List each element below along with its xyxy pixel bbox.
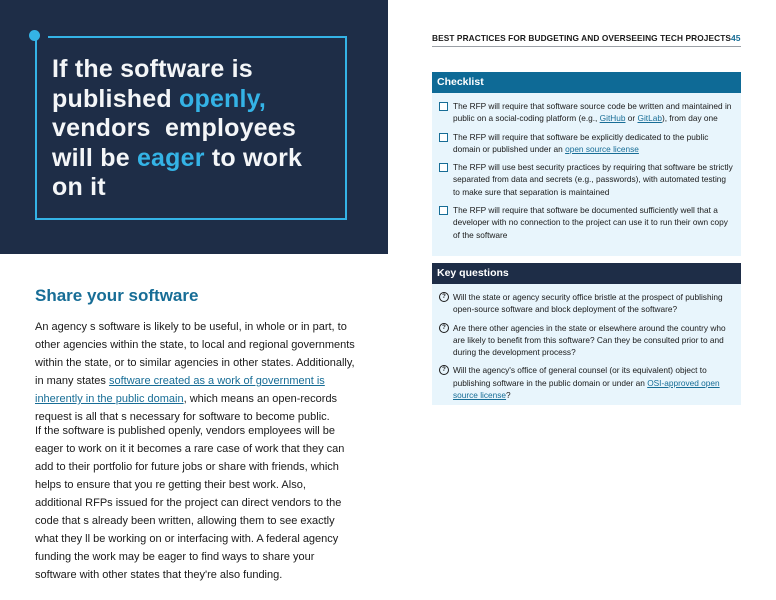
body-paragraph-1 — [35, 318, 355, 426]
item-text: or — [625, 113, 638, 124]
item-text: The RFP will require that software be documented sufficiently well that a developer with no connection to the project can use it to run their own copy of the software — [453, 205, 728, 240]
pullquote-line: will be — [52, 143, 137, 172]
body-paragraph-2: If the software is published openly, vendors employees will be eager to work on it it becomes a rare case of work that they can add to their portfolio for future jobs or share with friends, which helps to ensure that you re getting their best work. Also, additional RFPs issued for the project can direct vendors to the code that s already been written, allowing them to see exactly what they ll be working on or interfacing with. A federal agency funding the work may be eager to find ways to share your software with other states that they're also funding. — [35, 425, 345, 581]
key-questions-header: Key questions — [432, 263, 741, 284]
checklist-item — [439, 161, 733, 198]
item-text: ), from day one — [661, 113, 718, 124]
pullquote-line: published — [52, 84, 179, 113]
pullquote-line: on it — [52, 173, 106, 201]
public-domain-link[interactable]: software created as a work of government is inherently in the public domain — [35, 375, 325, 405]
checkbox-icon[interactable] — [439, 102, 448, 111]
checkbox-icon[interactable] — [439, 206, 448, 215]
question-icon: ? — [439, 292, 449, 302]
page-number: 45 — [731, 33, 741, 43]
paragraph-text: An agency s software is likely to be useful, in whole or in part, to other agencies within the state, to local and regional governments within the state, or to similar agencies in other states. Additionally, in many states — [35, 321, 355, 387]
key-questions-panel — [432, 263, 741, 405]
checklist-item — [439, 100, 733, 125]
checklist-item — [439, 204, 733, 241]
running-head: BEST PRACTICES FOR BUDGETING AND OVERSEEING TECH PROJECTS — [432, 33, 732, 43]
pullquote-line: to work — [204, 143, 303, 172]
section-title: Share your software — [35, 286, 199, 305]
highlight-eager: eager — [136, 143, 205, 172]
checklist-panel — [432, 72, 741, 256]
pullquote-line: If the software is — [52, 55, 253, 83]
question-icon: ? — [439, 323, 449, 333]
checklist-item — [439, 131, 733, 156]
highlight-openly: openly, — [179, 84, 267, 113]
question-icon: ? — [439, 365, 449, 375]
gitlab-link[interactable]: GitLab — [637, 113, 662, 124]
osi-license-link[interactable]: OSI-approved open source license — [453, 377, 720, 401]
pullquote-text — [52, 55, 332, 203]
item-text: The RFP will use best security practices by requiring that software be strictly separated from data and secrets (e.g., passwords), with automated testing to make sure that separation is maintained — [453, 162, 733, 197]
checkbox-icon[interactable] — [439, 133, 448, 142]
open-source-license-link[interactable]: open source license — [565, 143, 639, 154]
item-text: Will the agency's office of general counsel (or its equivalent) object to publishing software in the public domain or under an — [453, 365, 707, 388]
item-text: Will the state or agency security office bristle at the prospect of publishing open-source software and block deployment of the software? — [453, 292, 723, 315]
item-text: ? — [506, 390, 511, 401]
question-item — [439, 364, 733, 401]
paragraph-text: , which means an open-records request is all that s necessary for software to become public. — [35, 393, 338, 423]
item-text: The RFP will require that software source code be written and maintained in public on a social-coding platform (e.g., — [453, 101, 732, 124]
question-item — [439, 291, 733, 316]
github-link[interactable]: GitHub — [599, 113, 626, 124]
question-item — [439, 322, 733, 359]
item-text: Are there other agencies in the state or elsewhere around the country who are likely to benefit from this software? Can they be consulted prior to and during the development process? — [453, 322, 726, 358]
checkbox-icon[interactable] — [439, 163, 448, 172]
checklist-header: Checklist — [432, 72, 741, 93]
header-rule — [432, 46, 741, 47]
pullquote-line: vendors employees — [52, 114, 296, 142]
item-text: The RFP will require that software be explicitly dedicated to the public domain or published under an — [453, 131, 709, 154]
